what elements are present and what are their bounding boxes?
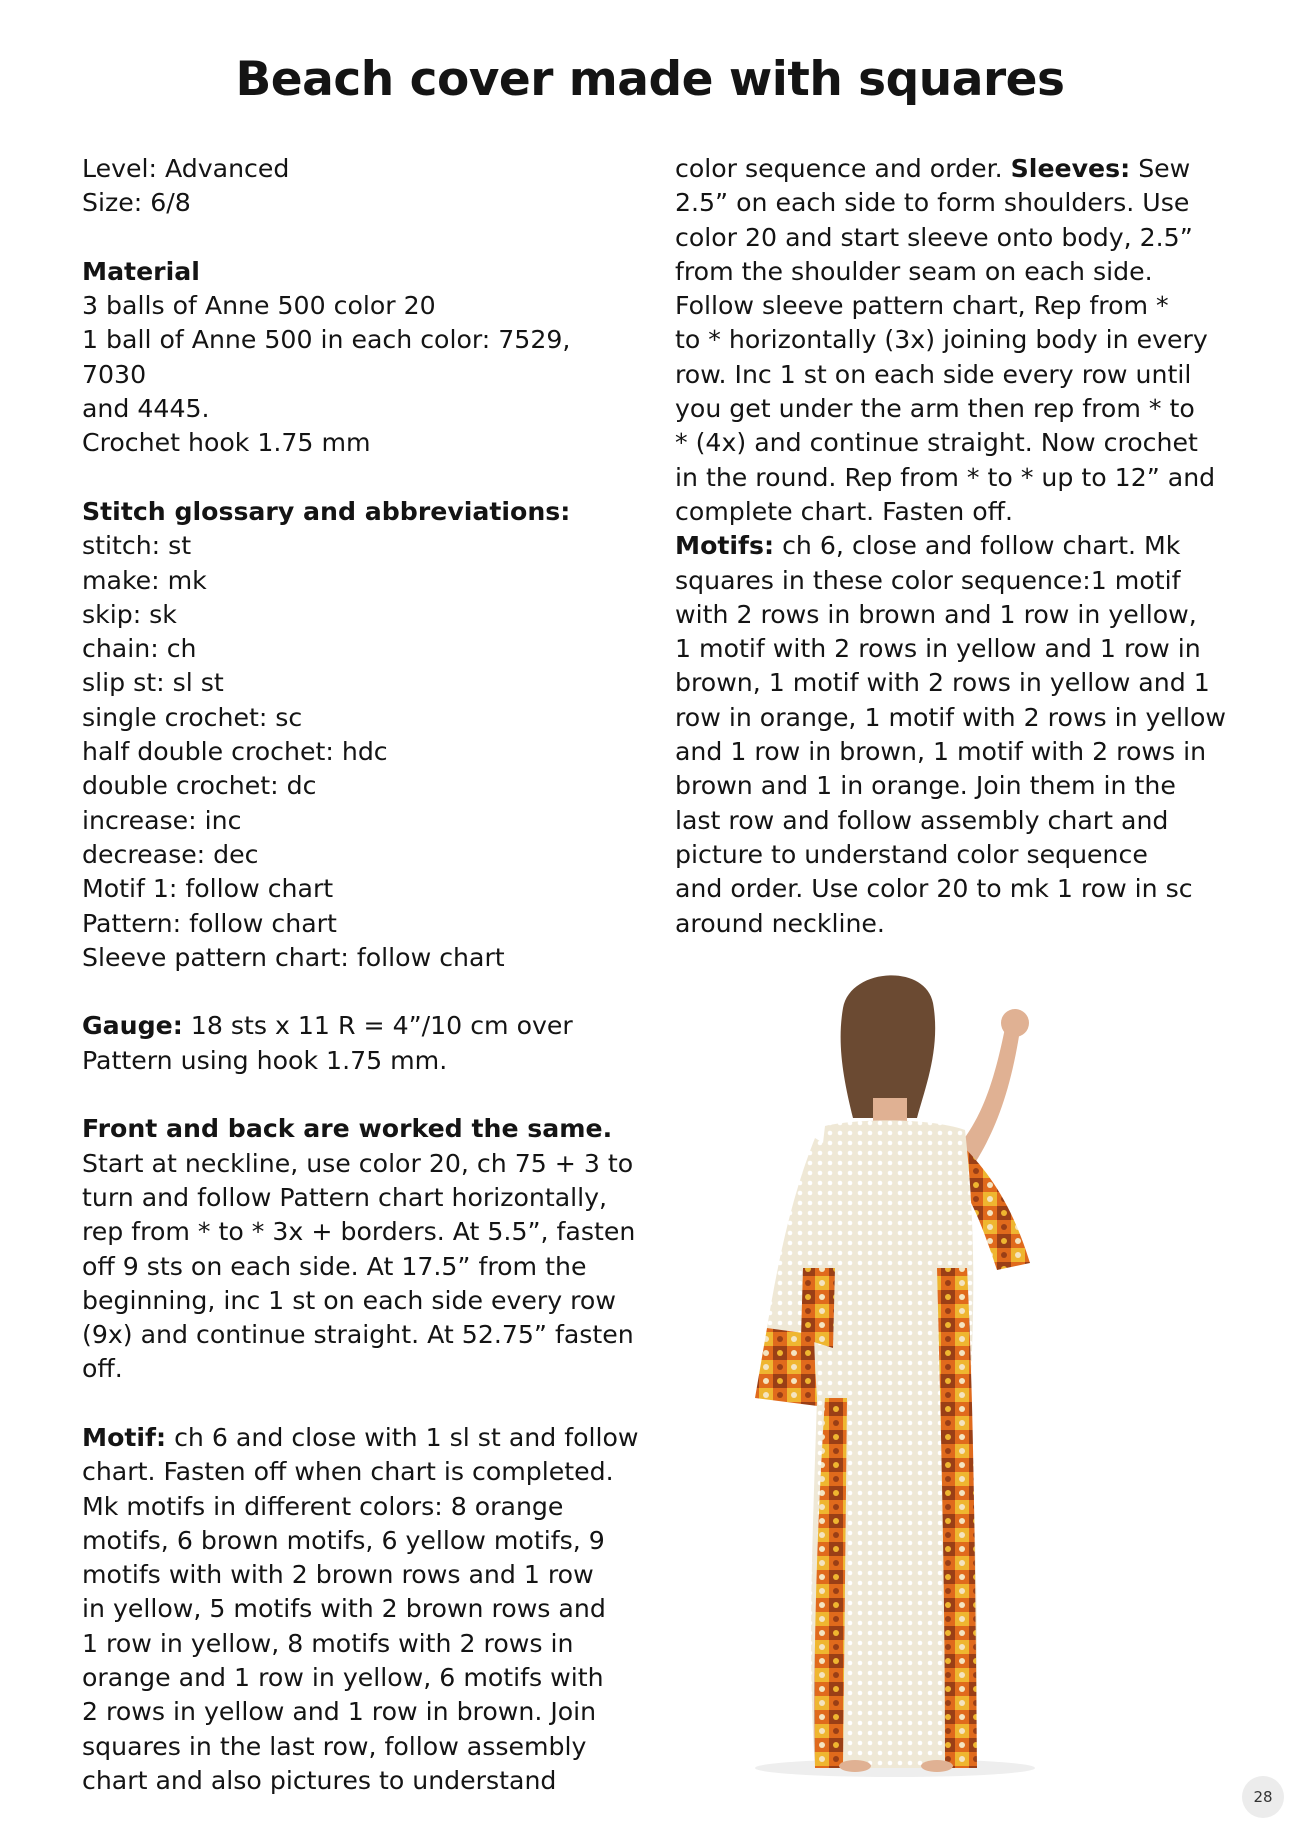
motif-line: 2 rows in yellow and 1 row in brown. Join <box>82 1697 597 1727</box>
front-back-line: Start at neckline, use color 20, ch 75 + 3 to <box>82 1148 634 1178</box>
glossary-item: Sleeve pattern chart: follow chart <box>82 942 505 972</box>
right-column <box>675 152 1235 941</box>
sleeves-line: * (4x) and continue straight. Now crochet <box>675 428 1198 458</box>
sleeves-line: color 20 and start sleeve onto body, 2.5” <box>675 222 1193 252</box>
material-line: Crochet hook 1.75 mm <box>82 428 371 458</box>
page-title: Beach cover made with squares <box>235 52 1065 107</box>
page-number-badge: 28 <box>1242 1776 1284 1818</box>
glossary-item: stitch: st <box>82 531 192 561</box>
motifs-line: and 1 row in brown, 1 motif with 2 rows in <box>675 737 1207 767</box>
gauge-line: Pattern using hook 1.75 mm. <box>82 1045 448 1075</box>
sleeves-line: you get under the arm then rep from * to <box>675 394 1195 424</box>
motif-line: chart. Fasten off when chart is completed. <box>82 1457 614 1487</box>
size-line: Size: 6/8 <box>82 188 191 218</box>
glossary-item: double crochet: dc <box>82 771 317 801</box>
front-back-heading: Front and back are worked the same. <box>82 1114 613 1144</box>
glossary-item: increase: inc <box>82 805 242 835</box>
front-back-line: off. <box>82 1354 123 1384</box>
level-line: Level: Advanced <box>82 154 290 183</box>
glossary-item: Motif 1: follow chart <box>82 874 334 904</box>
motifs-line: with 2 rows in brown and 1 row in yellow, <box>675 599 1197 629</box>
glossary-item: slip st: sl st <box>82 668 224 698</box>
sleeves-line: row. Inc 1 st on each side every row until <box>675 359 1192 389</box>
front-back-line: rep from * to * 3x + borders. At 5.5”, fasten <box>82 1217 636 1247</box>
motif-line: Motif: ch 6 and close with 1 sl st and follow <box>82 1422 639 1452</box>
motif-line: 1 row in yellow, 8 motifs with 2 rows in <box>82 1628 574 1658</box>
sleeves-line: to * horizontally (3x) joining body in every <box>675 325 1208 355</box>
material-line: 3 balls of Anne 500 color 20 <box>82 291 436 321</box>
sleeves-line: Follow sleeve pattern chart, Rep from * <box>675 291 1169 321</box>
sleeves-line: from the shoulder seam on each side. <box>675 256 1153 286</box>
glossary-item: single crochet: sc <box>82 702 303 732</box>
model-photo <box>675 968 1215 1778</box>
front-back-line: turn and follow Pattern chart horizontally, <box>82 1182 608 1212</box>
glossary-item: make: mk <box>82 565 207 595</box>
motif-line: in yellow, 5 motifs with 2 brown rows and <box>82 1594 606 1624</box>
motifs-line: and order. Use color 20 to mk 1 row in sc <box>675 874 1193 904</box>
left-column <box>82 152 642 1798</box>
front-back-line: beginning, inc 1 st on each side every row <box>82 1285 616 1315</box>
motifs-line: 1 motif with 2 rows in yellow and 1 row in <box>675 634 1201 664</box>
sleeves-line: complete chart. Fasten off. <box>675 496 1013 526</box>
glossary-heading: Stitch glossary and abbreviations: <box>82 496 571 526</box>
glossary-item: skip: sk <box>82 599 177 629</box>
motifs-line: row in orange, 1 motif with 2 rows in yellow <box>675 702 1226 732</box>
motif-line: Mk motifs in different colors: 8 orange <box>82 1491 564 1521</box>
sleeves-line: color sequence and order. Sleeves: Sew <box>675 154 1191 183</box>
motif-line: motifs with with 2 brown rows and 1 row <box>82 1560 594 1590</box>
material-line: and 4445. <box>82 394 210 424</box>
motif-line: motifs, 6 brown motifs, 6 yellow motifs, 9 <box>82 1525 605 1555</box>
front-back-line: off 9 sts on each side. At 17.5” from the <box>82 1251 587 1281</box>
model-wearing-crochet-dress-icon <box>675 968 1215 1778</box>
material-line: 1 ball of Anne 500 in each color: 7529, 7030 <box>82 325 571 389</box>
glossary-item: decrease: dec <box>82 839 259 869</box>
sleeves-line: in the round. Rep from * to * up to 12” and <box>675 462 1216 492</box>
motif-line: chart and also pictures to understand <box>82 1765 557 1795</box>
gauge-line: Gauge: 18 sts x 11 R = 4”/10 cm over <box>82 1011 573 1041</box>
motifs-line: last row and follow assembly chart and <box>675 805 1169 835</box>
motifs-line: picture to understand color sequence <box>675 839 1148 869</box>
glossary-item: half double crochet: hdc <box>82 737 388 767</box>
motifs-line: around neckline. <box>675 908 885 938</box>
glossary-item: chain: ch <box>82 634 197 664</box>
motifs-line: squares in these color sequence:1 motif <box>675 565 1181 595</box>
motif-line: squares in the last row, follow assembly <box>82 1731 587 1761</box>
material-heading: Material <box>82 256 200 286</box>
motifs-line: brown and 1 in orange. Join them in the <box>675 771 1176 801</box>
motifs-line: brown, 1 motif with 2 rows in yellow and 1 <box>675 668 1210 698</box>
front-back-line: (9x) and continue straight. At 52.75” fasten <box>82 1320 634 1350</box>
sleeves-line: 2.5” on each side to form shoulders. Use <box>675 188 1190 218</box>
motif-line: orange and 1 row in yellow, 6 motifs with <box>82 1663 604 1693</box>
glossary-item: Pattern: follow chart <box>82 908 337 938</box>
motifs-line: Motifs: ch 6, close and follow chart. Mk <box>675 531 1181 561</box>
